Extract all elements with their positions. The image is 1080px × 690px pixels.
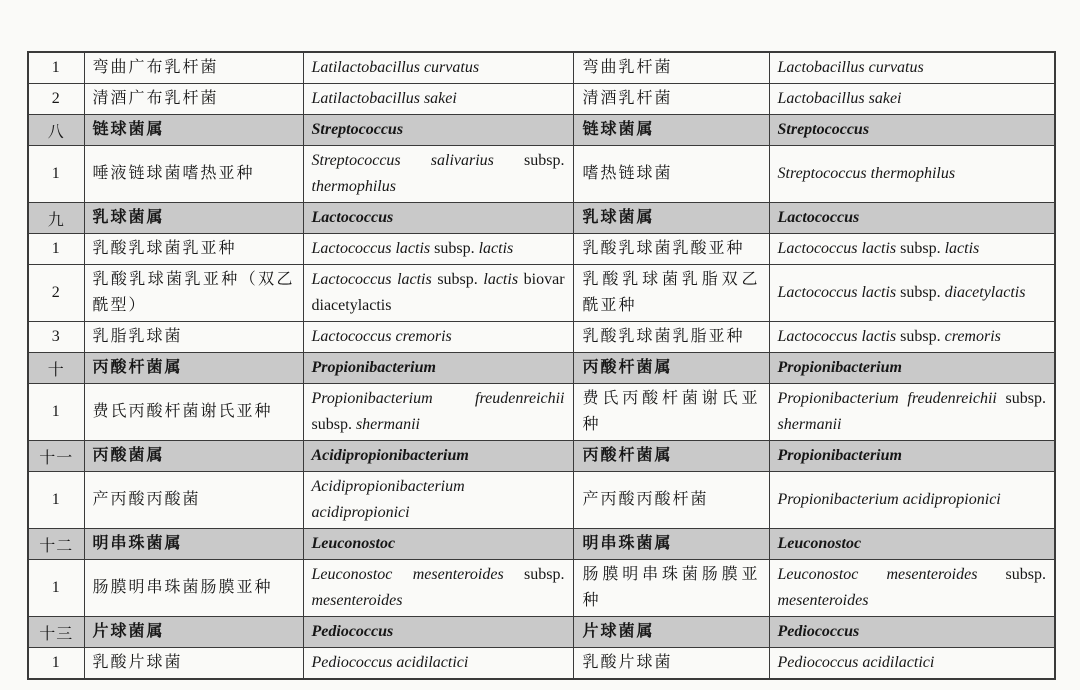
table-row bbox=[28, 265, 1055, 322]
row-index-cell: 1 bbox=[28, 234, 84, 265]
new-latin-name-cell: Lactococcus lactis subsp. lactis biovar diacetylactis bbox=[303, 265, 573, 322]
old-latin-name-cell: Propionibacterium freudenreichii subsp. shermanii bbox=[769, 384, 1055, 441]
new-chinese-name-cell: 链球菌属 bbox=[84, 115, 303, 146]
old-chinese-name-cell: 片球菌属 bbox=[573, 617, 769, 648]
old-chinese-name-cell: 弯曲乳杆菌 bbox=[573, 52, 769, 84]
new-chinese-name-cell: 乳球菌属 bbox=[84, 203, 303, 234]
old-chinese-name-cell: 产丙酸丙酸杆菌 bbox=[573, 472, 769, 529]
table-row bbox=[28, 115, 1055, 146]
row-index-cell: 十二 bbox=[28, 529, 84, 560]
old-latin-name-cell: Lactobacillus curvatus bbox=[769, 52, 1055, 84]
new-chinese-name-cell: 唾液链球菌嗜热亚种 bbox=[84, 146, 303, 203]
old-chinese-name-cell: 清酒乳杆菌 bbox=[573, 84, 769, 115]
old-latin-name-cell: Propionibacterium bbox=[769, 353, 1055, 384]
table-row bbox=[28, 529, 1055, 560]
new-latin-name-cell: Lactococcus bbox=[303, 203, 573, 234]
old-latin-name-cell: Streptococcus bbox=[769, 115, 1055, 146]
row-index-cell: 1 bbox=[28, 472, 84, 529]
new-chinese-name-cell: 肠膜明串珠菌肠膜亚种 bbox=[84, 560, 303, 617]
new-latin-name-cell: Acidipropionibacterium acidipropionici bbox=[303, 472, 573, 529]
row-index-cell: 十一 bbox=[28, 441, 84, 472]
table-row bbox=[28, 146, 1055, 203]
new-chinese-name-cell: 费氏丙酸杆菌谢氏亚种 bbox=[84, 384, 303, 441]
old-latin-name-cell: Leuconostoc mesenteroides subsp. mesenteroides bbox=[769, 560, 1055, 617]
old-latin-name-cell: Pediococcus bbox=[769, 617, 1055, 648]
old-chinese-name-cell: 丙酸杆菌属 bbox=[573, 441, 769, 472]
row-index-cell: 2 bbox=[28, 265, 84, 322]
new-chinese-name-cell: 乳脂乳球菌 bbox=[84, 322, 303, 353]
new-latin-name-cell: Acidipropionibacterium bbox=[303, 441, 573, 472]
old-latin-name-cell: Propionibacterium acidipropionici bbox=[769, 472, 1055, 529]
new-latin-name-cell: Leuconostoc mesenteroides subsp. mesenteroides bbox=[303, 560, 573, 617]
table-row bbox=[28, 384, 1055, 441]
row-index-cell: 2 bbox=[28, 84, 84, 115]
new-latin-name-cell: Lactococcus lactis subsp. lactis bbox=[303, 234, 573, 265]
new-chinese-name-cell: 产丙酸丙酸菌 bbox=[84, 472, 303, 529]
row-index-cell: 九 bbox=[28, 203, 84, 234]
old-chinese-name-cell: 乳酸乳球菌乳酸亚种 bbox=[573, 234, 769, 265]
row-index-cell: 1 bbox=[28, 384, 84, 441]
old-chinese-name-cell: 乳酸乳球菌乳脂亚种 bbox=[573, 322, 769, 353]
new-latin-name-cell: Leuconostoc bbox=[303, 529, 573, 560]
row-index-cell: 3 bbox=[28, 322, 84, 353]
new-latin-name-cell: Propionibacterium bbox=[303, 353, 573, 384]
new-latin-name-cell: Lactococcus cremoris bbox=[303, 322, 573, 353]
old-chinese-name-cell: 链球菌属 bbox=[573, 115, 769, 146]
old-latin-name-cell: Lactococcus lactis subsp. lactis bbox=[769, 234, 1055, 265]
new-chinese-name-cell: 乳酸乳球菌乳亚种 bbox=[84, 234, 303, 265]
new-latin-name-cell: Pediococcus bbox=[303, 617, 573, 648]
old-chinese-name-cell: 费氏丙酸杆菌谢氏亚种 bbox=[573, 384, 769, 441]
new-chinese-name-cell: 丙酸菌属 bbox=[84, 441, 303, 472]
row-index-cell: 1 bbox=[28, 52, 84, 84]
table-row bbox=[28, 203, 1055, 234]
old-latin-name-cell: Propionibacterium bbox=[769, 441, 1055, 472]
new-chinese-name-cell: 清酒广布乳杆菌 bbox=[84, 84, 303, 115]
new-chinese-name-cell: 乳酸片球菌 bbox=[84, 648, 303, 680]
old-chinese-name-cell: 乳球菌属 bbox=[573, 203, 769, 234]
species-table-body bbox=[28, 52, 1055, 679]
row-index-cell: 1 bbox=[28, 648, 84, 680]
new-latin-name-cell: Latilactobacillus sakei bbox=[303, 84, 573, 115]
new-chinese-name-cell: 弯曲广布乳杆菌 bbox=[84, 52, 303, 84]
new-latin-name-cell: Streptococcus salivarius subsp. thermophilus bbox=[303, 146, 573, 203]
table-row bbox=[28, 441, 1055, 472]
new-latin-name-cell: Propionibacterium freudenreichii subsp. shermanii bbox=[303, 384, 573, 441]
old-latin-name-cell: Pediococcus acidilactici bbox=[769, 648, 1055, 680]
old-chinese-name-cell: 乳酸片球菌 bbox=[573, 648, 769, 680]
old-chinese-name-cell: 乳酸乳球菌乳脂双乙酰亚种 bbox=[573, 265, 769, 322]
table-row bbox=[28, 560, 1055, 617]
table-row bbox=[28, 353, 1055, 384]
row-index-cell: 十三 bbox=[28, 617, 84, 648]
old-chinese-name-cell: 明串珠菌属 bbox=[573, 529, 769, 560]
table-row bbox=[28, 234, 1055, 265]
old-latin-name-cell: Lactococcus bbox=[769, 203, 1055, 234]
table-row bbox=[28, 617, 1055, 648]
old-latin-name-cell: Lactobacillus sakei bbox=[769, 84, 1055, 115]
row-index-cell: 1 bbox=[28, 560, 84, 617]
new-latin-name-cell: Pediococcus acidilactici bbox=[303, 648, 573, 680]
old-latin-name-cell: Lactococcus lactis subsp. cremoris bbox=[769, 322, 1055, 353]
old-chinese-name-cell: 丙酸杆菌属 bbox=[573, 353, 769, 384]
row-index-cell: 1 bbox=[28, 146, 84, 203]
new-chinese-name-cell: 丙酸杆菌属 bbox=[84, 353, 303, 384]
table-row bbox=[28, 84, 1055, 115]
table-row bbox=[28, 648, 1055, 680]
row-index-cell: 十 bbox=[28, 353, 84, 384]
old-latin-name-cell: Leuconostoc bbox=[769, 529, 1055, 560]
old-chinese-name-cell: 嗜热链球菌 bbox=[573, 146, 769, 203]
old-latin-name-cell: Streptococcus thermophilus bbox=[769, 146, 1055, 203]
table-row bbox=[28, 472, 1055, 529]
new-chinese-name-cell: 明串珠菌属 bbox=[84, 529, 303, 560]
species-table bbox=[27, 51, 1056, 680]
old-chinese-name-cell: 肠膜明串珠菌肠膜亚种 bbox=[573, 560, 769, 617]
new-chinese-name-cell: 片球菌属 bbox=[84, 617, 303, 648]
new-chinese-name-cell: 乳酸乳球菌乳亚种（双乙酰型） bbox=[84, 265, 303, 322]
table-row bbox=[28, 322, 1055, 353]
new-latin-name-cell: Latilactobacillus curvatus bbox=[303, 52, 573, 84]
old-latin-name-cell: Lactococcus lactis subsp. diacetylactis bbox=[769, 265, 1055, 322]
row-index-cell: 八 bbox=[28, 115, 84, 146]
table-row bbox=[28, 52, 1055, 84]
new-latin-name-cell: Streptococcus bbox=[303, 115, 573, 146]
